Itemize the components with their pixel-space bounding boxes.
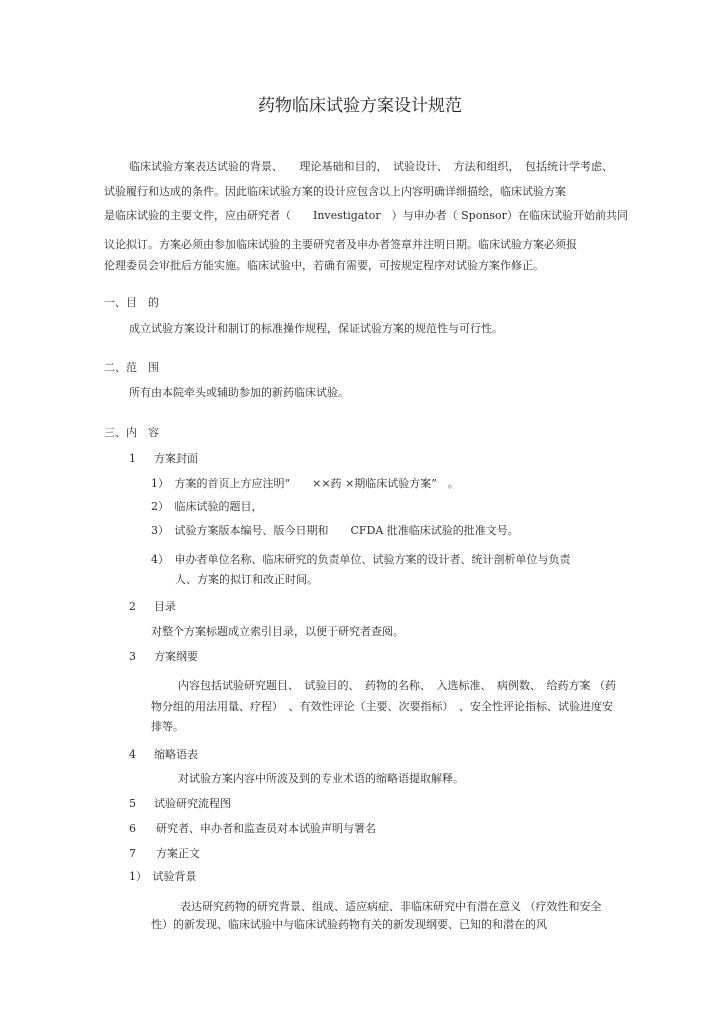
item-1-point-4b: 人、方案的拟订和改正时间。	[175, 573, 318, 586]
item-6-number: 6	[129, 822, 136, 835]
item-1-label: 方案封面	[154, 452, 198, 465]
item-1-number: 1	[129, 452, 136, 465]
item-1-point-3: 3） 试验方案版本编号、版今日期和 CFDA 批准临床试验的批准文号。	[151, 524, 519, 537]
item-3-number: 3	[129, 650, 136, 663]
intro-line-4: 议论拟订。方案必须由参加临床试验的主要研究者及申办者签章并注明日期。临床试验方案必须报	[104, 238, 577, 251]
item-7-line-2: 性）的新发现、临床试验中与临床试验药物有关的新发现纲要、已知的和潜在的风	[151, 918, 547, 931]
intro-line-3: 是临床试验的主要文件，应由研究者（ Investigator ）与申办者（ Sponsor）在临床试验开始前共同	[104, 209, 628, 222]
item-7-number: 7	[129, 847, 136, 860]
item-1-point-2: 2） 临床试验的题目，	[151, 500, 263, 513]
item-7-line-1: 表达研究药物的研究背景、组成、适应病症、非临床研究中有潜在意义 （疗效性和安全	[180, 900, 602, 913]
intro-line-5: 伦理委员会审批后方能实施。临床试验中，若确有需要，可按规定程序对试验方案作修正。	[104, 259, 544, 272]
item-5-number: 5	[129, 797, 136, 810]
item-3-line-1: 内容包括试验研究题目、 试验目的、 药物的名称、 入选标准、 病例数、 给药方案 （药	[178, 679, 616, 692]
item-2-label: 目录	[154, 600, 176, 613]
item-3-line-3: 排等。	[151, 720, 184, 733]
item-2-text: 对整个方案标题成立索引目录，以便于研究者查阅。	[151, 625, 404, 638]
item-1-point-4a: 4） 申办者单位名称、临床研究的负责单位、试验方案的设计者、统计剖析单位与负责	[151, 553, 571, 566]
item-1-point-1: 1） 方案的首页上方应注明“ ××药 ×期临床试验方案” 。	[151, 477, 459, 490]
item-3-label: 方案纲要	[154, 650, 198, 663]
document-title: 药物临床试验方案设计规范	[258, 96, 462, 116]
item-4-text: 对试验方案内容中所波及到的专业术语的缩略语提取解释。	[178, 772, 464, 785]
item-4-number: 4	[129, 748, 136, 761]
item-7-label: 方案正文	[156, 847, 200, 860]
item-6-label: 研究者、申办者和监查员对本试验声明与署名	[156, 822, 376, 835]
item-2-number: 2	[129, 600, 136, 613]
item-5-label: 试验研究流程图	[154, 797, 231, 810]
section-1-text: 成立试验方案设计和制订的标准操作规程，保证试验方案的规范性与可行性。	[129, 322, 503, 335]
section-2-heading: 二、范 围	[104, 361, 159, 374]
section-1-heading: 一、目 的	[104, 296, 159, 309]
intro-line-1: 临床试验方案表达试验的背景、 理论基础和目的， 试验设计、 方法和组织， 包括统计学考虑、	[129, 160, 613, 173]
item-3-line-2: 物分组的用法用量、疗程） 、有效性评论（主要、次要指标） 、安全性评论指标、试验进度安	[151, 700, 613, 713]
item-4-label: 缩略语表	[154, 748, 198, 761]
item-7-subheading: 1） 试验背景	[129, 870, 197, 883]
intro-line-2: 试验履行和达成的条件。因此临床试验方案的设计应包含以上内容明确详细描绘，临床试验方案	[104, 185, 566, 198]
section-2-text: 所有由本院牵头或辅助参加的新药临床试验。	[129, 386, 349, 399]
section-3-heading: 三、内 容	[104, 426, 159, 439]
